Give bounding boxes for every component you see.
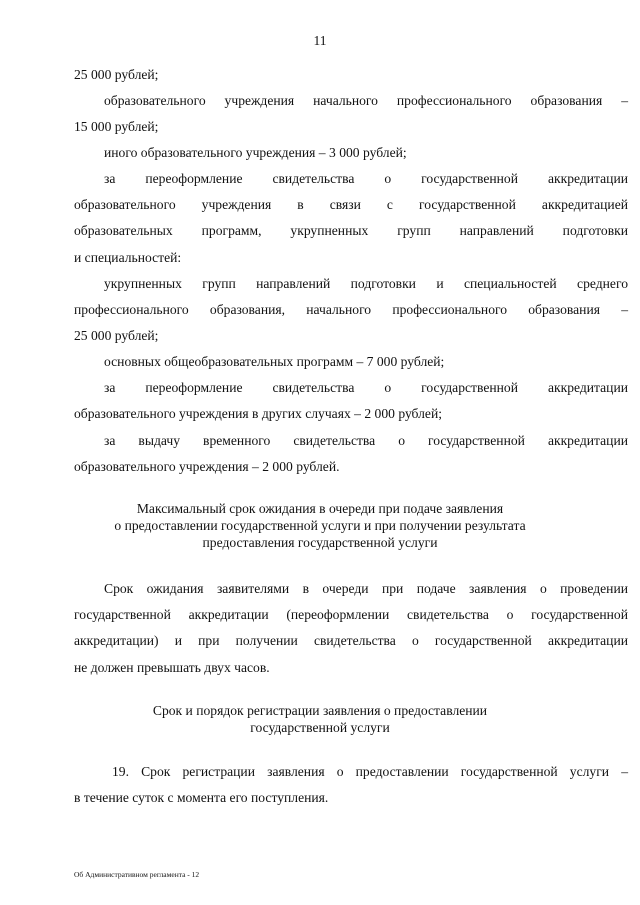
fee-paragraph [74,166,628,271]
text-line: за переоформление свидетельства о государственной аккредитации [104,171,628,186]
fee-paragraph [74,349,628,375]
text-line: и специальностей: [74,249,182,265]
page-footer: Об Административном регламента - 12 [74,870,200,879]
fee-paragraph [74,140,628,166]
text-line: государственной аккредитации (переоформлении свидетельства о государственной [74,607,628,623]
text-line: не должен превышать двух часов. [74,659,270,675]
text-line: образовательных программ, укрупненных групп направлений подготовки [74,223,628,239]
text-line: иного образовательного учреждения – 3 000 рублей; [104,145,407,160]
text-line: 25 000 рублей; [74,67,159,82]
page-number: 11 [313,33,327,48]
fee-paragraph [74,428,628,480]
text-line: 15 000 рублей; [74,119,159,135]
text-line: за переоформление свидетельства о государственной аккредитации [104,380,628,395]
section-heading [0,500,640,551]
text-line: Срок ожидания заявителями в очереди при подаче заявления о проведении [104,581,628,596]
text-line: образовательного учреждения – 2 000 рублей. [74,459,340,475]
text-line: аккредитации) и при получении свидетельства о государственной аккредитации [74,633,628,649]
heading-line: о предоставлении государственной услуги и при получении результата [114,518,526,533]
section-heading [0,702,640,736]
text-line: 25 000 рублей; [74,328,159,344]
text-line: укрупненных групп направлений подготовки и специальностей среднего [104,276,628,291]
text-line: профессионального образования, начального профессионального образования – [74,302,628,318]
text-line: в течение суток с момента его поступления. [74,790,329,806]
wait-time-paragraph [74,576,628,681]
text-line: образовательного учреждения в связи с государственной аккредитацией [74,197,628,213]
text-line: 19. Срок регистрации заявления о предоставлении государственной услуги – [112,764,628,779]
registration-paragraph [74,759,628,811]
fee-paragraph [74,271,628,350]
text-line: образовательного учреждения в других случаях – 2 000 рублей; [74,406,443,422]
heading-line: государственной услуги [250,720,390,735]
fee-paragraph [74,375,628,427]
text-line: за выдачу временного свидетельства о государственной аккредитации [104,433,628,448]
heading-line: предоставления государственной услуги [202,535,438,550]
heading-line: Срок и порядок регистрации заявления о предоставлении [152,703,488,718]
heading-line: Максимальный срок ожидания в очереди при подаче заявления [136,501,504,516]
text-line: образовательного учреждения начального профессионального образования – [104,93,628,108]
fee-paragraph [74,62,628,88]
fee-paragraph [74,88,628,140]
text-line: основных общеобразовательных программ – 7 000 рублей; [104,354,445,369]
